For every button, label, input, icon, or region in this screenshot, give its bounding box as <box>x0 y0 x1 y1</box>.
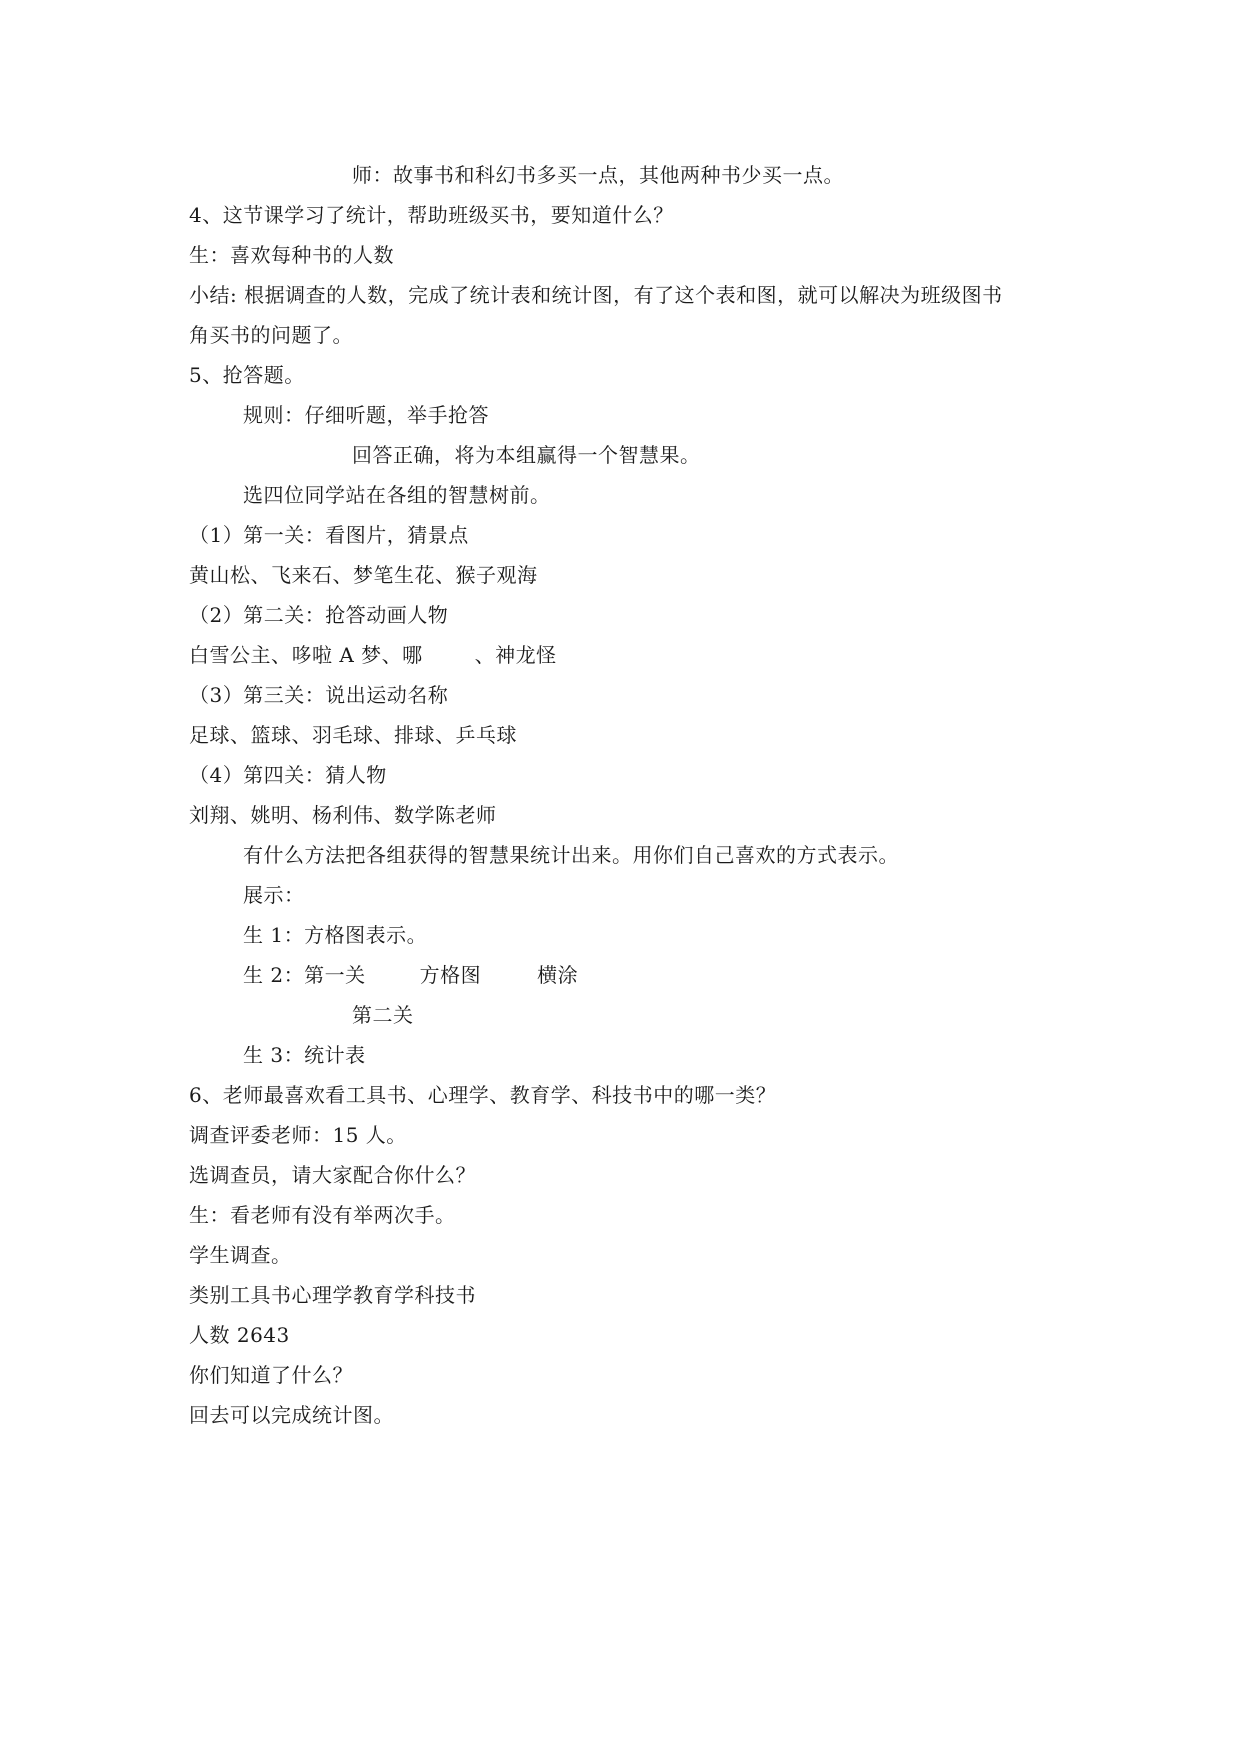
what-learned-line: 你们知道了什么？ <box>189 1363 353 1387</box>
section-6-heading: 6、老师最喜欢看工具书、心理学、教育学、科技书中的哪一类？ <box>189 1083 777 1107</box>
summary-line: 小结: 根据调查的人数，完成了统计表和统计图，有了这个表和图，就可以解决为班级图书 <box>189 283 1003 307</box>
round-2-heading: （2）第二关：抢答动画人物 <box>189 603 449 627</box>
rules-line: 规则：仔细听题，举手抢答 <box>243 403 489 427</box>
student-3-line: 生 3：统计表 <box>243 1043 366 1067</box>
display-label: 展示： <box>243 883 305 907</box>
select-students-line: 选四位同学站在各组的智慧树前。 <box>243 483 551 507</box>
round-1-answers: 黄山松、飞来石、梦笔生花、猴子观海 <box>189 563 538 587</box>
round-2-answers-part-2: 、神龙怪 <box>474 643 557 667</box>
student-2-continuation: 第二关 <box>352 1003 414 1027</box>
student-2-part-2: 方格图 <box>419 963 482 987</box>
section-4-heading: 4、这节课学习了统计，帮助班级买书，要知道什么？ <box>189 203 674 227</box>
student-2-part-3: 横涂 <box>537 963 579 987</box>
round-2-answers <box>189 643 557 667</box>
round-3-heading: （3）第三关：说出运动名称 <box>189 683 449 707</box>
student-2-part-1: 生 2：第一关 <box>243 963 366 987</box>
select-surveyor-line: 选调查员，请大家配合你什么？ <box>189 1163 476 1187</box>
section-5-heading: 5、抢答题。 <box>189 363 305 387</box>
rules-reward-line: 回答正确，将为本组赢得一个智慧果。 <box>352 443 701 467</box>
teacher-answer-line: 师：故事书和科幻书多买一点，其他两种书少买一点。 <box>352 163 844 187</box>
survey-judges-line: 调查评委老师：15 人。 <box>189 1123 407 1147</box>
count-row: 人数 2643 <box>189 1323 290 1347</box>
round-4-answers: 刘翔、姚明、杨利伟、数学陈老师 <box>189 803 497 827</box>
student-survey-line: 学生调查。 <box>189 1243 292 1267</box>
student-answer-line: 生：喜欢每种书的人数 <box>189 243 394 267</box>
student-1-line: 生 1：方格图表示。 <box>243 923 428 947</box>
round-4-heading: （4）第四关：猜人物 <box>189 763 387 787</box>
round-3-answers: 足球、篮球、羽毛球、排球、乒乓球 <box>189 723 517 747</box>
category-row: 类别工具书心理学教育学科技书 <box>189 1283 476 1307</box>
homework-line: 回去可以完成统计图。 <box>189 1403 394 1427</box>
round-1-heading: （1）第一关：看图片，猜景点 <box>189 523 469 547</box>
statistics-method-line: 有什么方法把各组获得的智慧果统计出来。用你们自己喜欢的方式表示。 <box>243 843 899 867</box>
round-2-answers-part-1: 白雪公主、哆啦 A 梦、哪 <box>189 643 423 667</box>
student-2-line <box>243 963 578 987</box>
student-hands-line: 生：看老师有没有举两次手。 <box>189 1203 456 1227</box>
summary-continuation: 角买书的问题了。 <box>189 323 353 347</box>
